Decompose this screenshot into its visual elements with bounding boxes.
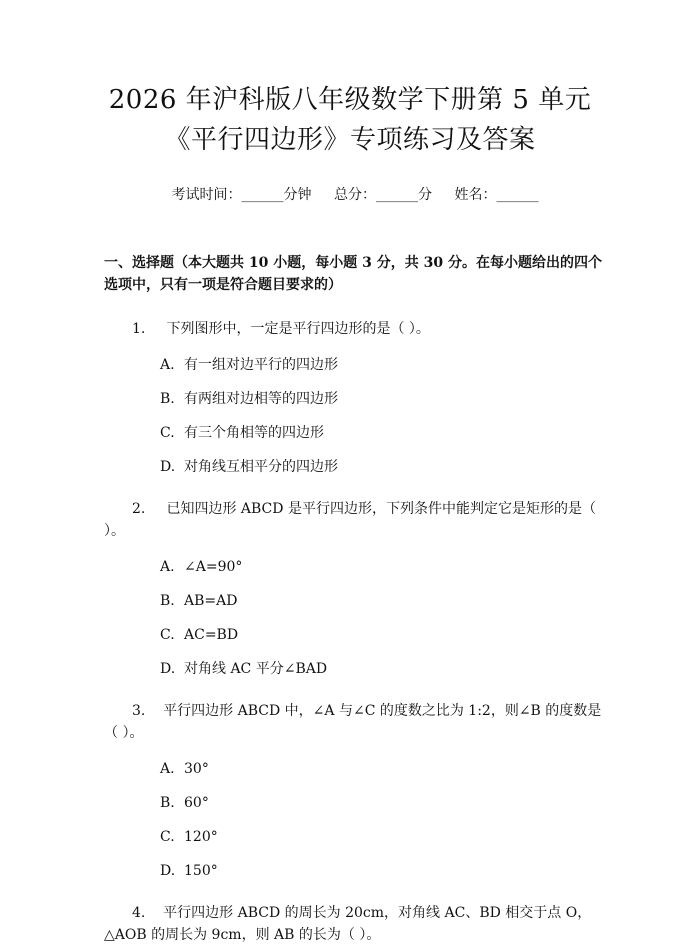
option-letter: B. bbox=[160, 391, 175, 407]
option-letter: C. bbox=[160, 425, 175, 441]
option-text: 150° bbox=[184, 863, 218, 879]
option-1b bbox=[104, 390, 606, 408]
question-text: 平行四边形 ABCD 的周长为 20cm，对角线 AC、BD 相交于点 O，△AOB 的周长为 9cm，则 AB 的长为（ ）。 bbox=[104, 905, 592, 943]
option-1a bbox=[104, 356, 606, 374]
exam-score: 总分：______分 bbox=[334, 187, 432, 203]
option-text: 有两组对边相等的四边形 bbox=[184, 391, 338, 407]
option-letter: A. bbox=[160, 357, 175, 373]
option-letter: C. bbox=[160, 829, 175, 845]
option-2b bbox=[104, 592, 606, 610]
option-3d bbox=[104, 862, 606, 880]
question-number: 4. bbox=[132, 905, 146, 921]
section-heading: 一、选择题（本大题共 10 小题，每小题 3 分，共 30 分。在每小题给出的四个选项中，只有一项是符合题目要求的） bbox=[104, 255, 602, 293]
option-letter: B. bbox=[160, 593, 175, 609]
option-text: AB=AD bbox=[184, 593, 238, 609]
option-2d bbox=[104, 660, 606, 678]
option-letter: A. bbox=[160, 559, 175, 575]
question-4 bbox=[104, 902, 606, 946]
option-3a bbox=[104, 760, 606, 778]
question-3 bbox=[104, 700, 606, 744]
question-text: 已知四边形 ABCD 是平行四边形，下列条件中能判定它是矩形的是（ ）。 bbox=[104, 501, 596, 539]
option-3b bbox=[104, 794, 606, 812]
option-text: 30° bbox=[184, 761, 209, 777]
question-number: 1. bbox=[132, 321, 146, 337]
exam-time: 考试时间：______分钟 bbox=[171, 187, 312, 203]
option-text: 有三个角相等的四边形 bbox=[184, 425, 324, 441]
question-number: 2. bbox=[132, 501, 146, 517]
option-1d bbox=[104, 458, 606, 476]
option-text: ∠A=90° bbox=[184, 559, 243, 575]
question-2 bbox=[104, 498, 606, 542]
option-text: 有一组对边平行的四边形 bbox=[184, 357, 338, 373]
option-letter: D. bbox=[160, 863, 176, 879]
option-letter: B. bbox=[160, 795, 175, 811]
exam-meta bbox=[104, 184, 606, 204]
option-letter: D. bbox=[160, 459, 176, 475]
option-text: 对角线互相平分的四边形 bbox=[184, 459, 338, 475]
question-1 bbox=[104, 318, 606, 340]
option-letter: A. bbox=[160, 761, 175, 777]
option-2a bbox=[104, 558, 606, 576]
option-1c bbox=[104, 424, 606, 442]
question-number: 3. bbox=[132, 703, 146, 719]
option-letter: D. bbox=[160, 661, 176, 677]
question-text: 下列图形中，一定是平行四边形的是（ ）。 bbox=[166, 321, 430, 337]
option-text: 60° bbox=[184, 795, 209, 811]
student-name: 姓名：______ bbox=[454, 187, 539, 203]
document-title: 2026 年沪科版八年级数学下册第 5 单元《平行四边形》专项练习及答案 bbox=[108, 85, 592, 155]
option-2c bbox=[104, 626, 606, 644]
option-text: 120° bbox=[184, 829, 218, 845]
option-3c bbox=[104, 828, 606, 846]
option-text: AC=BD bbox=[184, 627, 239, 643]
option-text: 对角线 AC 平分∠BAD bbox=[184, 661, 328, 677]
option-letter: C. bbox=[160, 627, 175, 643]
question-text: 平行四边形 ABCD 中，∠A 与∠C 的度数之比为 1:2，则∠B 的度数是（ ）。 bbox=[104, 703, 602, 741]
